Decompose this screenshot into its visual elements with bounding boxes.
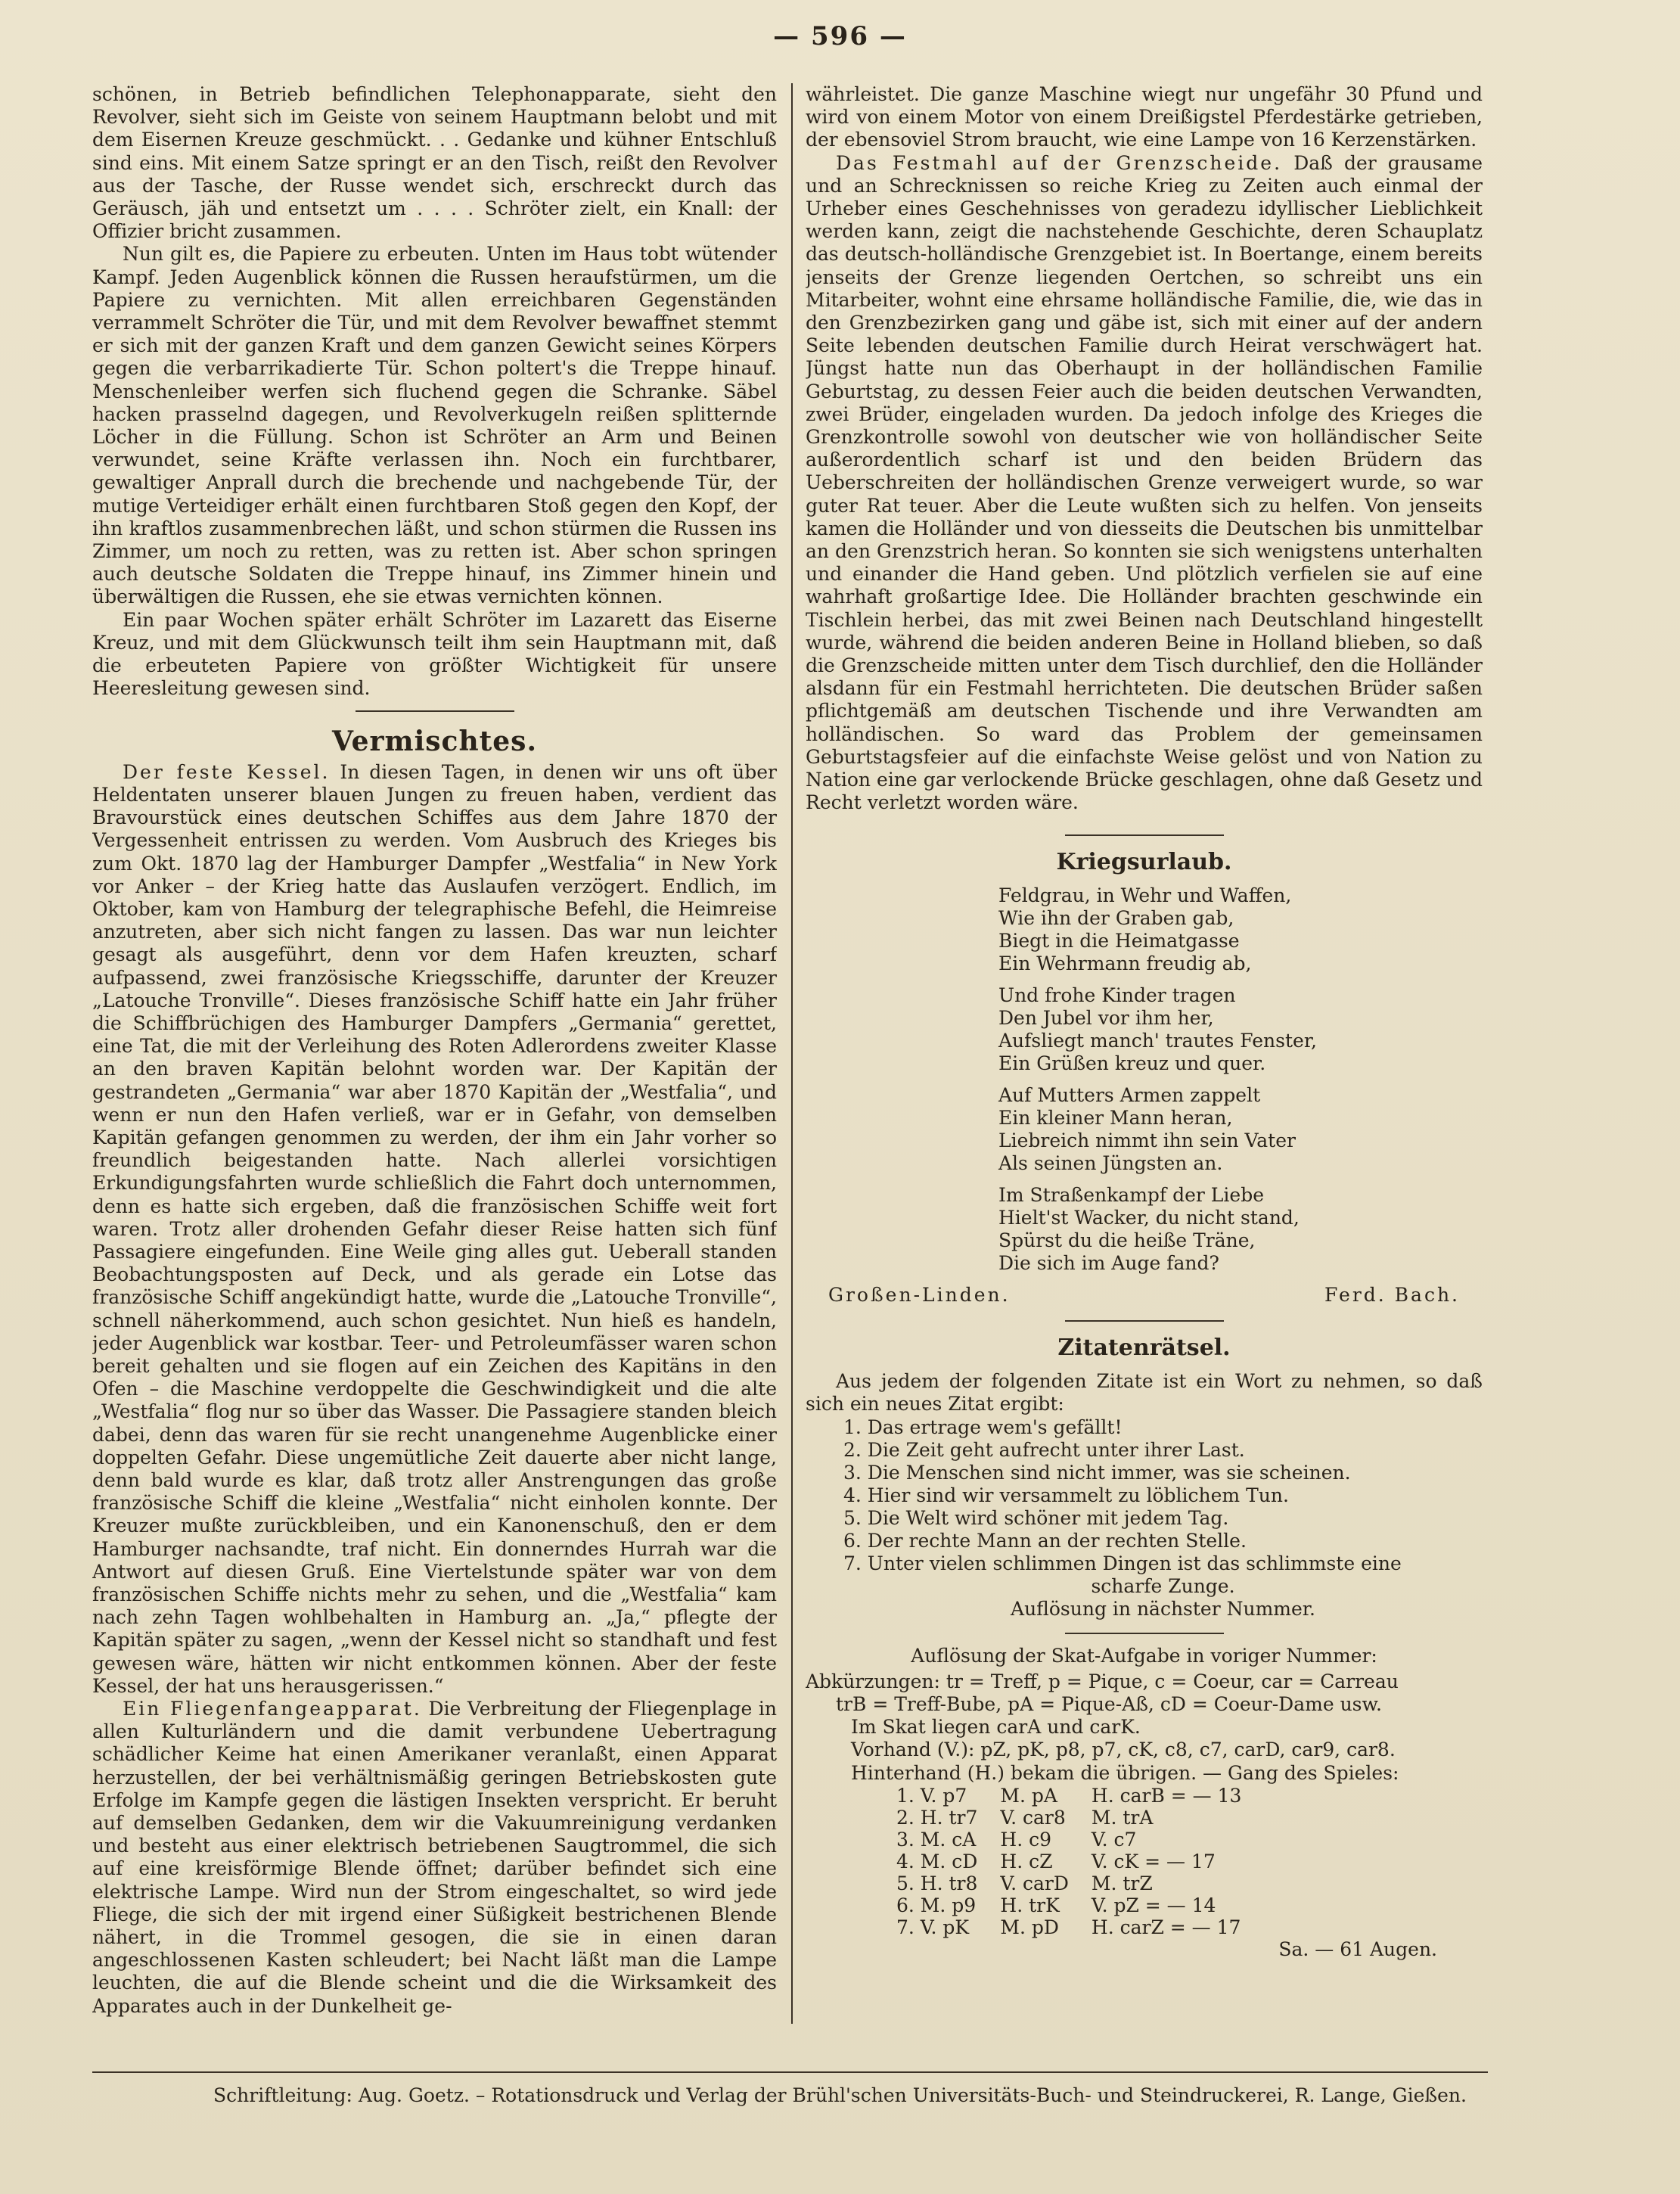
column-divider [791,83,793,2024]
poem-line: Als seinen Jüngsten an. [998,1151,1223,1174]
poem-line: Aufsliegt manch' trautes Fenster, [998,1029,1317,1052]
kessel-title: Der feste Kessel. [123,760,331,783]
table-row [896,1894,1264,1916]
table-cell: M. pA [1000,1784,1057,1807]
table-cell: H. c9 [1000,1828,1052,1851]
skat-game-table [896,1785,1264,1938]
story-paragraph-1: schönen, in Betrieb befindlichen Telephonapparate, sieht den Revolver, sieht sich im Geiste von seinem Hauptmann belobt und mit dem Eisernen Kreuze geschmückt. . . Gedanke und kühner Entschluß sind eins. Mit einem Satze springt er an den Tisch, reißt den Revolver aus der Tasche, der Russe wendet sich, erschreckt durch das Geräusch, jäh und entsetzt um . . . . Schröter zielt, ein Knall: der Offizier bricht zusammen. [92,83,777,243]
section-divider [356,710,514,712]
poem-line: Ein Wehrmann freudig ab, [998,952,1252,974]
riddle-intro: Aus jedem der folgenden Zitate ist ein Wort zu nehmen, so daß sich ein neues Zitat ergibt: [806,1370,1483,1416]
table-row [896,1916,1264,1938]
riddle-title: Zitatenrätsel. [1057,1334,1231,1361]
section-heading: Vermischtes. [332,726,537,758]
table-cell: M. trZ [1091,1872,1153,1894]
riddle-item: 1. Das ertrage wem's gefällt! [843,1416,1123,1438]
fliegen-article [92,1698,777,2018]
table-row [896,1785,1264,1807]
table-cell: 1. V. p7 [896,1784,967,1807]
kessel-text: In diesen Tagen, in denen wir uns oft über Heldentaten unserer blauen Jungen zu freuen haben, verdient das Bravourstück eines deutschen Schiffes aus dem Jahre 1870 der Vergessenheit entrissen zu werden. Vom Ausbruch des Krieges bis zum Okt. 1870 lag der Hamburger Dampfer „Westfalia“ in New York vor Anker – der Krieg hatte das Auslaufen verzögert. Endlich, im Oktober, kam von Hamburg der telegraphische Befehl, die Heimreise anzutreten, aber sich nicht fangen zu lassen. Das war nun leichter gesagt als ausgeführt, denn vor dem Hafen kreuzten, scharf aufpassend, zwei französische Kriegsschiffe, darunter der Kreuzer „Latouche Tronville“. Dieses französische Schiff hatte ein Jahr früher die Schiffbrüchigen des Hamburger Dampfers „Germania“ gerettet, eine Tat, die mit der Verleihung des Roten Adlerordens zweiter Klasse an den braven Kapitän belohnt worden war. Der Kapitän der gestrandeten „Germania“ war aber 1870 Kapitän der „Westfalia“, und wenn er nun den Hafen verließ, war er in Gefahr, von demselben Kapitän gefangen genommen zu werden, der ihm ein Jahr vorher so freundlich beigestanden hatte. Nach allerlei vorsichtigen Erkundigungsfahrten wurde schließlich die Fahrt doch unternommen, denn es hatte sich ergeben, daß die französischen Schiffe weit fort waren. Trotz aller drohenden Gefahr dieser Reise hatten sich fünf Passagiere eingefunden. Eine Weile ging alles gut. Ueberall standen Beobachtungsposten auf Deck, und als gerade ein Lotse das französische Schiff angekündigt hatte, wurde die „Latouche Tronville“, schnell näherkommend, auch schon gesichtet. Nun hieß es handeln, jeder Augenblick war kostbar. Teer- und Petroleumfässer waren schon bereit gehalten und sie flogen auf ein Zeichen des Kapitäns in den Ofen – die Maschine verdoppelte die Geschwindigkeit und die alte „Westfalia“ flog nur so über das Wasser. Die Passagiere standen bleich dabei, denn das waren für sie recht unangenehme Augenblicke einer doppelten Gefahr. Diese ungemütliche Zeit dauerte aber nicht lange, denn bald wurde es klar, daß trotz aller Anstrengungen das große französische Schiff die kleine „Westfalia“ nicht einholen konnte. Der Kreuzer mußte zurückbleiben, und ein Kanonenschuß, den er dem Hamburger nachsandte, traf nicht. Ein donnerndes Hurrah war die Antwort auf diesen Gruß. Eine Viertelstunde später war von dem französischen Schiffe nichts mehr zu sehen, und die „Westfalia“ kam nach zehn Tagen wohlbehalten in Hamburg an. „Ja,“ pflegte der Kapitän später zu sagen, „wenn der Kessel nicht so standhaft und fest gewesen wäre, hätten wir nicht entkommen können. Aber der feste Kessel, der hat uns herausgerissen.“ [92,760,777,1697]
poem-signature [828,1284,1460,1307]
fliegen-title: Ein Fliegenfangeapparat. [123,1698,422,1720]
skat-title: Auflösung der Skat-Aufgabe in voriger Nummer: [911,1644,1377,1667]
riddle-item: 2. Die Zeit geht aufrecht unter ihrer Last. [843,1438,1245,1461]
skat-line: Vorhand (V.): pZ, pK, p8, p7, cK, c8, c7, carD, car9, car8. [851,1739,1396,1761]
table-cell: 6. M. p9 [896,1894,977,1916]
poem-stanza [998,1084,1483,1175]
table-cell: H. carB = — 13 [1091,1784,1242,1807]
poem-line: Wie ihn der Graben gab, [998,906,1234,929]
riddle-item: 4. Hier sind wir versammelt zu löblichem Tun. [843,1484,1289,1506]
poem-line: Und frohe Kinder tragen [998,984,1236,1006]
poem-author: Ferd. Bach. [1324,1283,1460,1306]
table-cell: 3. M. cA [896,1828,977,1851]
table-cell: 5. H. tr8 [896,1872,978,1894]
fest-text: Daß der grausame und an Schrecknissen so reiche Krieg zu Zeiten auch einmal der Urheber eines Geschehnisses von geradezu idyllischer Lieblichkeit werden kann, zeigt die nachstehende Geschichte, deren Schauplatz das deutsch-holländische Grenzgebiet ist. In Boertange, einem bereits jenseits der Grenze liegenden Oertchen, so schreibt uns ein Mitarbeiter, wohnt eine ehrsame holländische Familie, die, wie das in den Grenzbezirken gang und gäbe ist, sich mit einer auf der andern Seite lebenden deutschen Familie durch Heirat verschwägert hat. Jüngst hatte nun das Oberhaupt in der holländischen Familie Geburtstag, zu dessen Feier auch die beiden deutschen Verwandten, zwei Brüder, eingeladen wurden. Da jedoch infolge des Krieges die Grenzkontrolle sowohl von deutscher wie von holländischer Seite außerordentlich scharf ist und den beiden Brüdern das Ueberschreiten der holländischen Grenze verweigert wurde, so war guter Rat teuer. Aber die Leute wußten sich zu helfen. Von jenseits kamen die Holländer und von diesseits die Deutschen bis unmittelbar an den Grenzstrich heran. So konnten sie sich wenigstens unterhalten und einander die Hand geben. Und plötzlich verfielen sie auf eine wahrhaft großartige Idee. Die Holländer brachten geschwinde ein Tischlein herbei, das mit zwei Beinen nach Deutschland hingestellt wurde, während die beiden anderen Beine in Holland blieben, so daß die Grenzscheide mitten unter dem Tisch durchlief, den die Holländer alsdann für ein Festmahl herrichteten. Die deutschen Brüder saßen pflichtgemäß am deutschen Tischende und ihre Verwandten am holländischen. So ward das Problem der gemeinsamen Geburtstagsfeier auf die einfachste Weise gelöst und von Nation zu Nation eine gar verlockende Brücke geschlagen, ohne daß Gesetz und Recht verletzt worden wäre. [806,151,1483,814]
riddle-solution-note: Auflösung in nächster Nummer. [1011,1597,1315,1620]
skat-divider [1065,1633,1224,1634]
riddle-divider [1065,1320,1224,1322]
table-cell: 7. V. pK [896,1916,970,1938]
table-cell: V. cK = — 17 [1091,1850,1216,1872]
table-row [896,1829,1264,1851]
page-number: — 596 — [773,21,907,51]
table-cell: M. trA [1091,1806,1154,1829]
poem-line: Ein kleiner Mann heran, [998,1106,1233,1129]
poem-stanza [998,984,1483,1075]
poem-place: Großen-Linden. [828,1283,1011,1306]
fest-title: Das Festmahl auf der Grenzscheide. [836,151,1283,174]
skat-abbreviations-1: Abkürzungen: tr = Treff, p = Pique, c = Coeur, car = Carreau [806,1670,1399,1692]
story-paragraph-3: Ein paar Wochen später erhält Schröter im Lazarett das Eiserne Kreuz, und mit dem Glückwunsch teilt ihm sein Hauptmann mit, daß die erbeuteten Papiere von größter Wichtigkeit für unsere Heeresleitung gewesen sind. [92,608,777,700]
table-cell: H. trK [1000,1894,1060,1916]
poem-line: Feldgrau, in Wehr und Waffen, [998,884,1292,906]
riddle-item: 6. Der rechte Mann an der rechten Stelle. [843,1529,1247,1552]
riddle-item-continuation: scharfe Zunge. [1091,1574,1235,1597]
table-row [896,1872,1264,1894]
footer-imprint: Schriftleitung: Aug. Goetz. – Rotationsdruck und Verlag der Brühl'schen Universitäts-Buch- und Steindruckerei, R. Lange, Gießen. [213,2084,1467,2106]
skat-line: Im Skat liegen carA und carK. [851,1716,1141,1739]
riddle-list [843,1416,1483,1621]
poem-stanza [998,1184,1483,1275]
kessel-article [92,761,777,1698]
poem [998,884,1483,1275]
fliegen-text: Die Verbreitung der Fliegenplage in allen Kulturländern und die damit verbundene Uebertragung schädlicher Keime hat einen Amerikaner veranlaßt, einen Apparat herzustellen, der bei verhältnismäßig geringen Betriebskosten gute Erfolge im Kampfe gegen die lästigen Insekten verspricht. Er beruht auf demselben Gedanken, dem wir die Vakuumreinigung verdanken und besteht aus einer elektrisch betriebenen Saugtrommel, die sich auf eine kreisförmige Blende öffnet; darüber befindet sich eine elektrische Lampe. Wird nun der Strom eingeschaltet, so wird jede Fliege, die sich der mit irgend einer Süßigkeit bestrichenen Blende nähert, in die Trommel gesogen, die sie in einen daran angeschlossenen Kasten schleudert; bei Nacht läßt man die Lampe leuchten, die auf die Blende scheint und die die Wirksamkeit des Apparates auch in der Dunkelheit ge- [92,1698,777,2017]
table-row [896,1851,1264,1872]
poem-line: Ein Grüßen kreuz und quer. [998,1052,1266,1074]
table-cell: M. pD [1000,1916,1059,1938]
poem-line: Liebreich nimmt ihn sein Vater [998,1129,1296,1151]
footer-divider [92,2071,1488,2073]
table-cell: H. cZ [1000,1850,1053,1872]
table-cell: 4. M. cD [896,1850,978,1872]
poem-line: Auf Mutters Armen zappelt [998,1083,1261,1106]
poem-divider [1065,834,1224,836]
poem-line: Spürst du die heiße Träne, [998,1229,1256,1251]
riddle-item: 3. Die Menschen sind nicht immer, was sie scheinen. [843,1461,1351,1484]
table-cell: V. car8 [1000,1806,1066,1829]
skat-total: Sa. — 61 Augen. [1278,1938,1437,1960]
table-row [896,1807,1264,1829]
skat-line: Hinterhand (H.) bekam die übrigen. — Gang des Spieles: [851,1761,1399,1784]
poem-line: Die sich im Auge fand? [998,1251,1219,1274]
poem-line: Den Jubel vor ihm her, [998,1006,1214,1029]
right-column [806,83,1483,2035]
table-cell: V. pZ = — 14 [1091,1894,1216,1916]
poem-line: Im Straßenkampf der Liebe [998,1183,1265,1206]
left-column [92,83,777,2035]
story-paragraph-2: Nun gilt es, die Papiere zu erbeuten. Unten im Haus tobt wütender Kampf. Jeden Augenblick können die Russen heraufstürmen, um die Papiere zu vernichten. Mit allen erreichbaren Gegenständen verrammelt Schröter die Tür, und mit dem Revolver bewaffnet stemmt er sich mit der ganzen Kraft und dem ganzen Gewicht seines Körpers gegen die verbarrikadierte Tür. Schon poltert's die Treppe hinauf. Menschenleiber werfen sich fluchend gegen die Schranke. Säbel hacken prasselnd dagegen, und Revolverkugeln reißen splitternde Löcher in die Füllung. Schon ist Schröter an Arm und Beinen verwundet, seine Kräfte verlassen ihn. Noch ein furchtbarer, gewaltiger Anprall durch die brechende und nachgebende Tür, der mutige Verteidiger erhält einen furchtbaren Stoß gegen den Kopf, der ihn kraftlos zusammenbrechen läßt, und schon stürmen die Russen ins Zimmer, um noch zu retten, was zu retten ist. Aber schon springen auch deutsche Soldaten die Treppe hinauf, ins Zimmer hinein und überwältigen die Russen, ehe sie etwas vernichten können. [92,243,777,608]
riddle-item: 7. Unter vielen schlimmen Dingen ist das schlimmste eine [843,1552,1402,1574]
table-cell: H. carZ = — 17 [1091,1916,1241,1938]
table-cell: V. carD [1000,1872,1069,1894]
poem-line: Hielt'st Wacker, du nicht stand, [998,1206,1300,1229]
poem-stanza [998,884,1483,975]
riddle-item: 5. Die Welt wird schöner mit jedem Tag. [843,1506,1229,1529]
fest-article [806,152,1483,815]
table-cell: V. c7 [1091,1828,1137,1851]
skat-abbreviations-2: trB = Treff-Bube, pA = Pique-Aß, cD = Coeur-Dame usw. [836,1692,1382,1715]
poem-title: Kriegsurlaub. [1056,848,1232,875]
table-cell: 2. H. tr7 [896,1806,978,1829]
continuation-paragraph: währleistet. Die ganze Maschine wiegt nur ungefähr 30 Pfund und wird von einem Motor von einem Dreißigstel Pferdestärke getrieben, der ebensoviel Strom braucht, wie eine Lampe von 16 Kerzenstärken. [806,83,1483,151]
poem-line: Biegt in die Heimatgasse [998,929,1240,952]
